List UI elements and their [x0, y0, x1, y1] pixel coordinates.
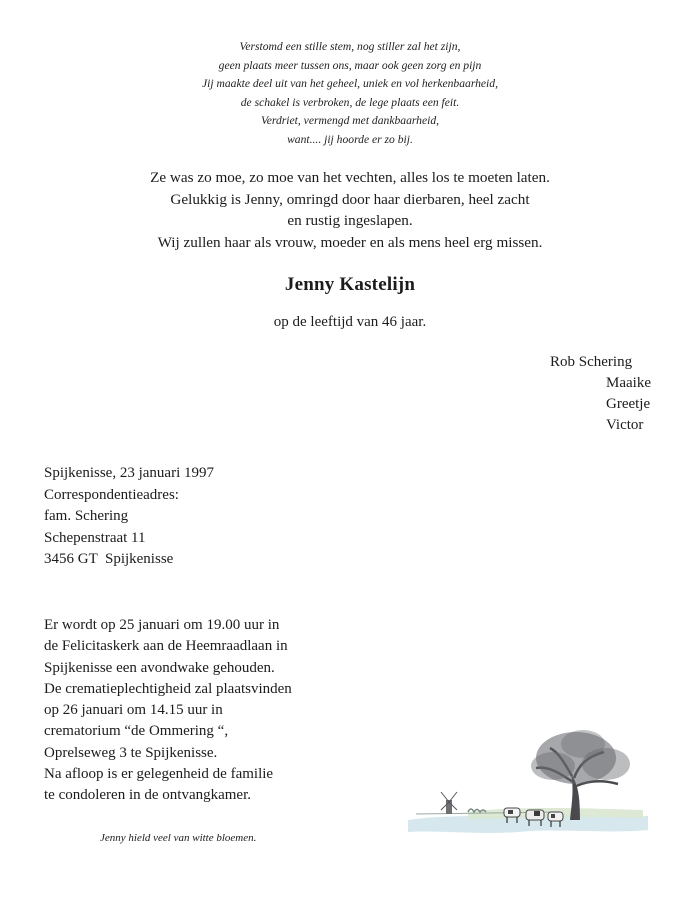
- poem-line: want.... jij hoorde er zo bij.: [287, 132, 413, 146]
- tree-icon: [531, 730, 630, 820]
- poem: [0, 38, 700, 149]
- family-member: Greetje: [606, 396, 651, 412]
- intro-line: Gelukkig is Jenny, omringd door haar dierbaren, heel zacht: [170, 190, 530, 208]
- service-line: De crematieplechtigheid zal plaatsvinden: [44, 680, 292, 697]
- service-line: crematorium “de Ommering “,: [44, 723, 229, 740]
- landscape-illustration: [408, 722, 648, 842]
- address-line: 3456 GT Spijkenisse: [44, 551, 174, 567]
- service-line: te condoleren in de ontvangkamer.: [44, 787, 252, 804]
- poem-line: Verstomd een stille stem, nog stiller zal het zijn,: [239, 40, 461, 53]
- intro-line: en rustig ingeslapen.: [287, 212, 413, 229]
- service-line: op 26 januari om 14.15 uur in: [44, 702, 223, 719]
- windmill-icon: [441, 792, 457, 814]
- family-member: Rob Schering: [550, 354, 633, 370]
- intro-line: Wij zullen haar als vrouw, moeder en als mens heel erg missen.: [157, 233, 543, 251]
- service-line: Oprelseweg 3 te Spijkenisse.: [44, 744, 218, 761]
- age-line: op de leeftijd van 46 jaar.: [273, 314, 427, 330]
- address-line: Correspondentieadres:: [44, 486, 179, 503]
- service-line: de Felicitaskerk aan de Heemraadlaan in: [44, 638, 288, 655]
- service-line: Na afloop is er gelegenheid de familie: [44, 766, 274, 783]
- poem-line: Jij maakte deel uit van het geheel, uniek en vol herkenbaarheid,: [202, 77, 498, 90]
- address-line: Spijkenisse, 23 januari 1997: [44, 465, 214, 481]
- service-line: Spijkenisse een avondwake gehouden.: [44, 659, 275, 676]
- address-line: fam. Schering: [44, 508, 129, 524]
- poem-line: Verdriet, vermengd met dankbaarheid,: [260, 114, 440, 127]
- footer-note: Jenny hield veel van witte bloemen.: [100, 832, 257, 844]
- family-member: Maaike: [606, 375, 651, 391]
- deceased-name: Jenny Kastelijn: [284, 274, 416, 295]
- poem-line: de schakel is verbroken, de lege plaats een feit.: [240, 95, 460, 109]
- address-line: Schepenstraat 11: [44, 529, 146, 546]
- intro-text: [0, 167, 700, 253]
- poem-line: geen plaats meer tussen ons, maar ook geen zorg en pijn: [218, 58, 482, 72]
- correspondence-address: [44, 463, 214, 571]
- service-line: Er wordt op 25 januari om 19.00 uur in: [44, 617, 280, 633]
- intro-line: Ze was zo moe, zo moe van het vechten, alles los te moeten laten.: [150, 169, 550, 186]
- service-details: [44, 615, 292, 807]
- family-member: Victor: [606, 417, 644, 433]
